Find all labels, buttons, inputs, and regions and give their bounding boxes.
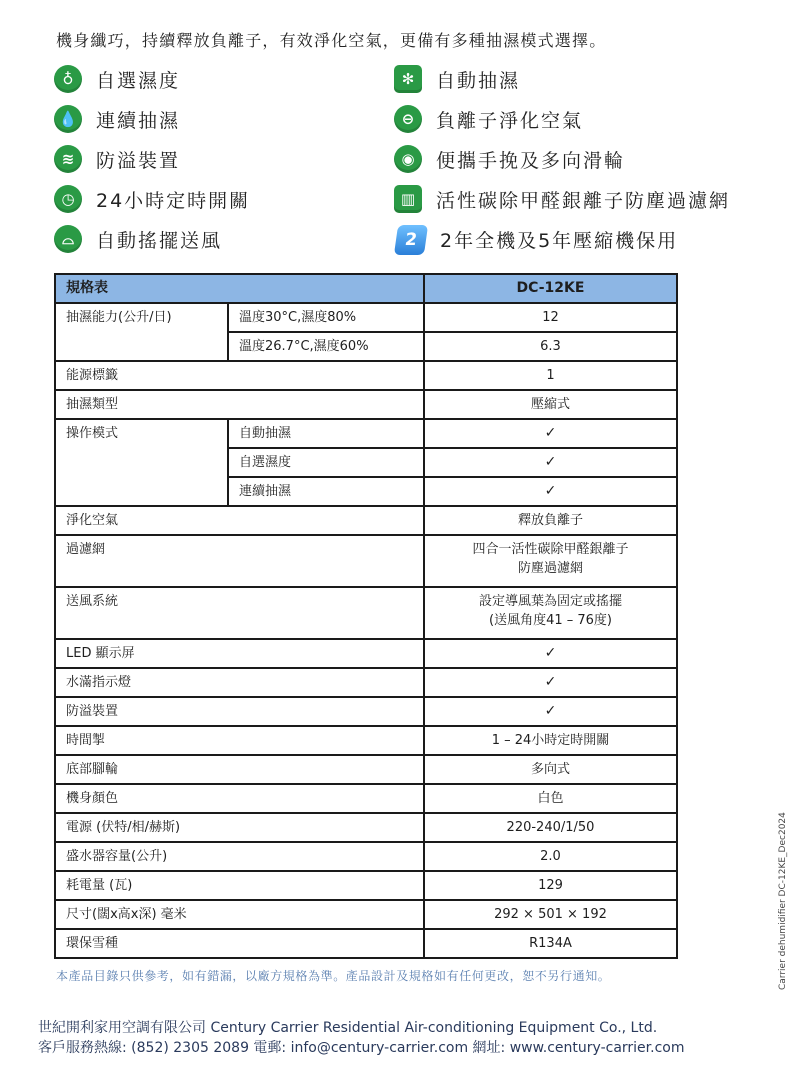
row-label: LED 顯示屏 — [55, 639, 424, 668]
feature-list — [54, 64, 754, 259]
table-row — [55, 506, 677, 535]
row-value: 1 — [424, 361, 677, 390]
row-value: 2.0 — [424, 842, 677, 871]
filter-icon: ▥ — [394, 185, 422, 213]
intro-text: 機身纖巧，持續釋放負離子，有效淨化空氣，更備有多種抽濕模式選擇。 — [56, 31, 607, 50]
contact-line: 客戶服務熱線: (852) 2305 2089 電郵: info@century-carrier.com 網址: www.century-carrier.com — [38, 1040, 685, 1056]
ion-purify-icon: ⊖ — [394, 105, 422, 133]
feature-item — [54, 224, 222, 254]
table-row — [55, 361, 677, 390]
check-mark: ✓ — [424, 668, 677, 697]
table-row — [55, 303, 677, 332]
feature-label: 自選濕度 — [96, 69, 181, 92]
table-row — [55, 419, 677, 448]
row-condition: 自選濕度 — [228, 448, 424, 477]
row-label: 操作模式 — [55, 419, 228, 506]
feature-item — [54, 104, 180, 134]
table-row — [55, 697, 677, 726]
row-value: 6.3 — [424, 332, 677, 361]
humidity-set-icon: ♁ — [54, 65, 82, 93]
table-row — [55, 390, 677, 419]
feature-label: 防溢裝置 — [96, 149, 181, 172]
row-condition: 溫度30°C,濕度80% — [228, 303, 424, 332]
spec-table — [54, 273, 678, 959]
row-label: 防溢裝置 — [55, 697, 424, 726]
check-mark: ✓ — [424, 419, 677, 448]
swing-fan-icon: ⌓ — [54, 225, 82, 253]
warranty-badge-number: 2 — [394, 225, 428, 255]
clock-icon: ◷ — [54, 185, 82, 213]
row-value — [424, 587, 677, 639]
table-row — [55, 668, 677, 697]
side-doc-code: Carrier dehumidifier DC-12KE_Dec2024 — [778, 812, 788, 990]
row-value: 1 – 24小時定時開關 — [424, 726, 677, 755]
feature-item — [394, 144, 625, 174]
row-label: 機身顏色 — [55, 784, 424, 813]
table-header-row — [55, 274, 677, 303]
row-value-line: 四合一活性碳除甲醛銀離子 — [472, 542, 629, 557]
row-value: 多向式 — [424, 755, 677, 784]
feature-label: 2年全機及5年壓縮機保用 — [440, 229, 679, 252]
row-label: 送風系統 — [55, 587, 424, 639]
feature-label: 自動抽濕 — [436, 69, 521, 92]
feature-item — [54, 184, 250, 214]
row-label: 抽濕能力(公升/日) — [55, 303, 228, 361]
row-value-line: (送風角度41 – 76度) — [489, 613, 612, 628]
row-value: 220-240/1/50 — [424, 813, 677, 842]
row-label: 時間掣 — [55, 726, 424, 755]
water-drops-icon: 💧 — [54, 105, 82, 133]
row-label: 尺寸(闊x高x深) 毫米 — [55, 900, 424, 929]
row-label: 過濾網 — [55, 535, 424, 587]
feature-item — [394, 104, 583, 134]
row-label: 盛水器容量(公升) — [55, 842, 424, 871]
feature-item — [54, 64, 180, 94]
feature-label: 便攜手挽及多向滑輪 — [436, 149, 626, 172]
spec-table-title: 規格表 — [55, 274, 424, 303]
row-label: 能源標籤 — [55, 361, 424, 390]
row-value: 白色 — [424, 784, 677, 813]
table-row — [55, 871, 677, 900]
row-value: 129 — [424, 871, 677, 900]
row-label: 抽濕類型 — [55, 390, 424, 419]
table-row — [55, 929, 677, 958]
disclaimer: 本產品目錄只供參考，如有錯漏，以廠方規格為準。產品設計及規格如有任何更改，恕不另行通知。 — [56, 969, 611, 983]
row-value: 壓縮式 — [424, 390, 677, 419]
feature-item — [394, 64, 520, 94]
check-mark: ✓ — [424, 639, 677, 668]
row-label: 環保雪種 — [55, 929, 424, 958]
check-mark: ✓ — [424, 448, 677, 477]
model-name: DC-12KE — [424, 274, 677, 303]
feature-item — [394, 224, 678, 254]
feature-item — [394, 184, 730, 214]
feature-label: 自動搖擺送風 — [96, 229, 223, 252]
row-value: 12 — [424, 303, 677, 332]
feature-label: 活性碳除甲醛銀離子防塵過濾網 — [436, 189, 731, 212]
table-row — [55, 755, 677, 784]
warranty-badge-icon — [394, 223, 426, 255]
table-row — [55, 784, 677, 813]
row-condition: 自動抽濕 — [228, 419, 424, 448]
row-value: R134A — [424, 929, 677, 958]
table-row — [55, 535, 677, 587]
feature-label: 負離子淨化空氣 — [436, 109, 584, 132]
row-label: 淨化空氣 — [55, 506, 424, 535]
table-row — [55, 900, 677, 929]
row-value-line: 防塵過濾網 — [517, 561, 583, 576]
company-line: 世紀開利家用空調有限公司 Century Carrier Residential Air-conditioning Equipment Co., Ltd. — [38, 1020, 658, 1036]
check-mark: ✓ — [424, 477, 677, 506]
table-row — [55, 639, 677, 668]
feature-item — [54, 144, 180, 174]
auto-dehumidify-icon: ✻ — [394, 65, 422, 93]
row-label: 底部腳輪 — [55, 755, 424, 784]
row-condition: 溫度26.7°C,濕度60% — [228, 332, 424, 361]
row-label: 電源 (伏特/相/赫斯) — [55, 813, 424, 842]
table-row — [55, 587, 677, 639]
feature-label: 24小時定時開關 — [96, 189, 251, 212]
row-value: 292 × 501 × 192 — [424, 900, 677, 929]
table-row — [55, 813, 677, 842]
table-row — [55, 842, 677, 871]
row-label: 水滿指示燈 — [55, 668, 424, 697]
row-label: 耗電量 (瓦) — [55, 871, 424, 900]
check-mark: ✓ — [424, 697, 677, 726]
handle-wheel-icon: ◉ — [394, 145, 422, 173]
feature-label: 連續抽濕 — [96, 109, 181, 132]
table-row — [55, 726, 677, 755]
row-value: 釋放負離子 — [424, 506, 677, 535]
overflow-icon: ≋ — [54, 145, 82, 173]
row-condition: 連續抽濕 — [228, 477, 424, 506]
row-value-line: 設定導風葉為固定或搖擺 — [478, 594, 622, 609]
row-value — [424, 535, 677, 587]
